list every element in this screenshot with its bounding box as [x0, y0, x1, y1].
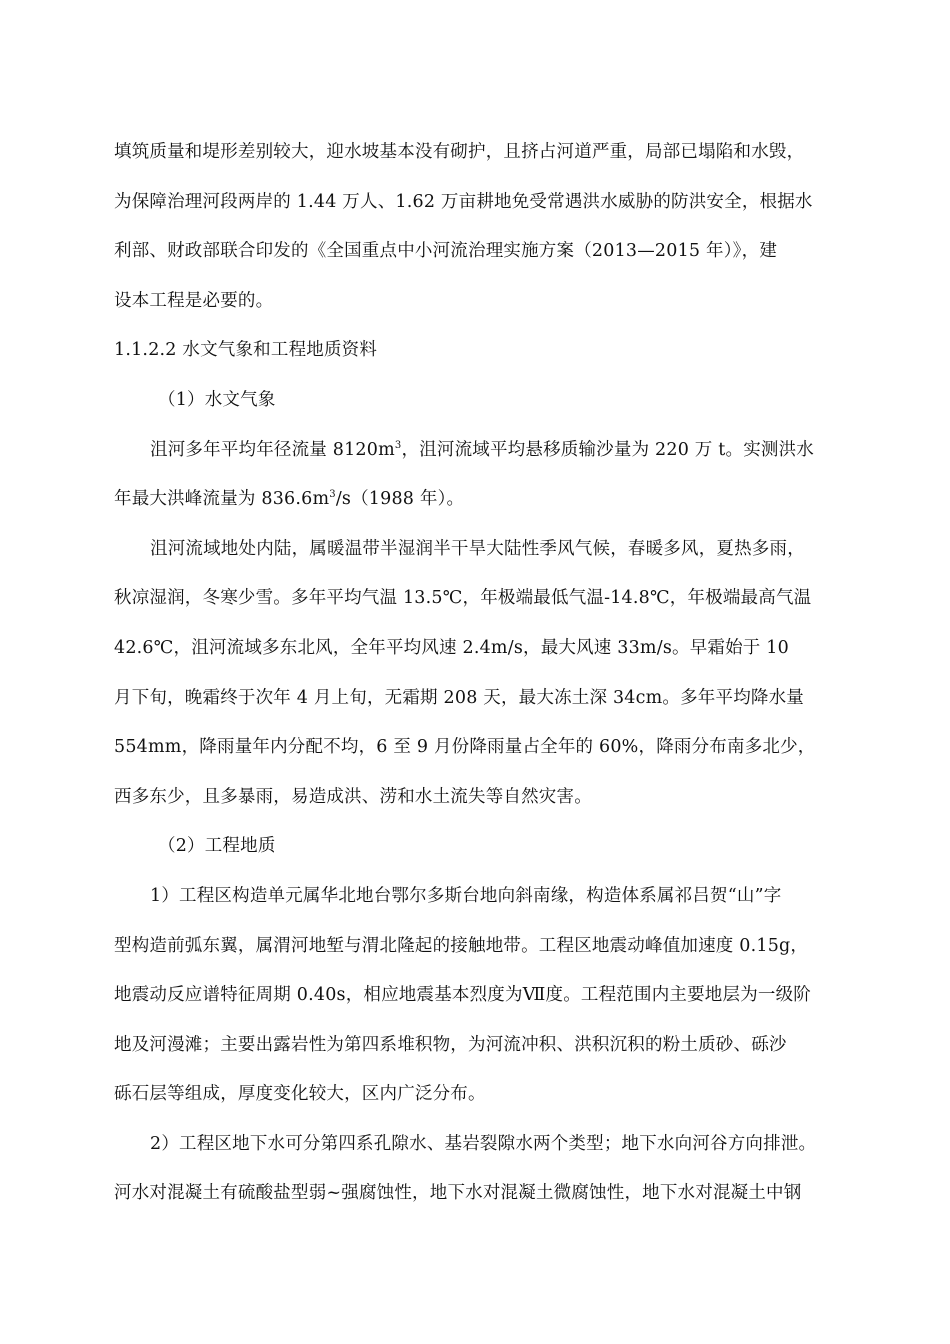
text-segment: 年最大洪峰流量为 836.6m	[114, 489, 330, 510]
text-line: 554mm，降雨量年内分配不均，6 至 9 月份降雨量占全年的 60%，降雨分布南多北少，	[114, 737, 816, 758]
text-line: 砾石层等组成，厚度变化较大，区内广泛分布。	[114, 1084, 486, 1105]
text-line: 地震动反应谱特征周期 0.40s，相应地震基本烈度为Ⅶ度。工程范围内主要地层为一级阶	[114, 985, 811, 1006]
text-segment: 沮河多年平均年径流量 8120m	[150, 439, 395, 460]
text-line: 填筑质量和堤形差别较大，迎水坡基本没有砌护，且挤占河道严重，局部已塌陷和水毁，	[114, 142, 805, 162]
text-line: 沮河流域地处内陆，属暖温带半湿润半干旱大陆性季风气候，春暖多风，夏热多雨，	[150, 538, 805, 559]
text-line: （2）工程地质	[158, 836, 276, 857]
text-line: 1）工程区构造单元属华北地台鄂尔多斯台地向斜南缘，构造体系属祁吕贺“山”字	[150, 885, 782, 906]
document-body	[114, 128, 864, 1219]
text-line: （1）水文气象	[158, 389, 276, 410]
text-line	[114, 475, 864, 525]
text-line: 42.6℃，沮河流域多东北风，全年平均风速 2.4m/s，最大风速 33m/s。早霜始于 10	[114, 637, 789, 658]
text-line: 2）工程区地下水可分第四系孔隙水、基岩裂隙水两个类型；地下水向河谷方向排泄。	[150, 1133, 817, 1154]
text-line: 为保障治理河段两岸的 1.44 万人、1.62 万亩耕地免受常遇洪水威胁的防洪安全，根据水	[114, 191, 813, 212]
text-line	[114, 426, 864, 476]
text-line: 月下旬，晚霜终于次年 4 月上旬，无霜期 208 天，最大冻土深 34cm。多年平均降水量	[114, 687, 805, 708]
text-segment: /s（1988 年）。	[335, 489, 465, 510]
text-line: 设本工程是必要的。	[114, 290, 274, 311]
text-line: 河水对混凝土有硫酸盐型弱~强腐蚀性，地下水对混凝土微腐蚀性，地下水对混凝土中钢	[114, 1183, 802, 1204]
text-line: 地及河漫滩；主要出露岩性为第四系堆积物，为河流冲积、洪积沉积的粉土质砂、砾沙	[114, 1034, 787, 1055]
superscript: 3	[394, 439, 402, 451]
superscript: 3	[329, 489, 336, 501]
text-segment: ，沮河流域平均悬移质输沙量为 220 万 t。实测洪水	[401, 439, 814, 460]
text-line: 秋凉湿润，冬寒少雪。多年平均气温 13.5℃，年极端最低气温-14.8℃，年极端最高气温	[114, 588, 812, 609]
text-line: 型构造前弧东翼，属渭河地堑与渭北隆起的接触地带。工程区地震动峰值加速度 0.15g，	[114, 935, 809, 956]
text-line: 1.1.2.2 水文气象和工程地质资料	[114, 340, 378, 361]
text-line: 西多东少，且多暴雨，易造成洪、涝和水土流失等自然灾害。	[114, 786, 592, 807]
text-line: 利部、财政部联合印发的《全国重点中小河流治理实施方案（2013—2015 年）》，建	[114, 241, 778, 262]
